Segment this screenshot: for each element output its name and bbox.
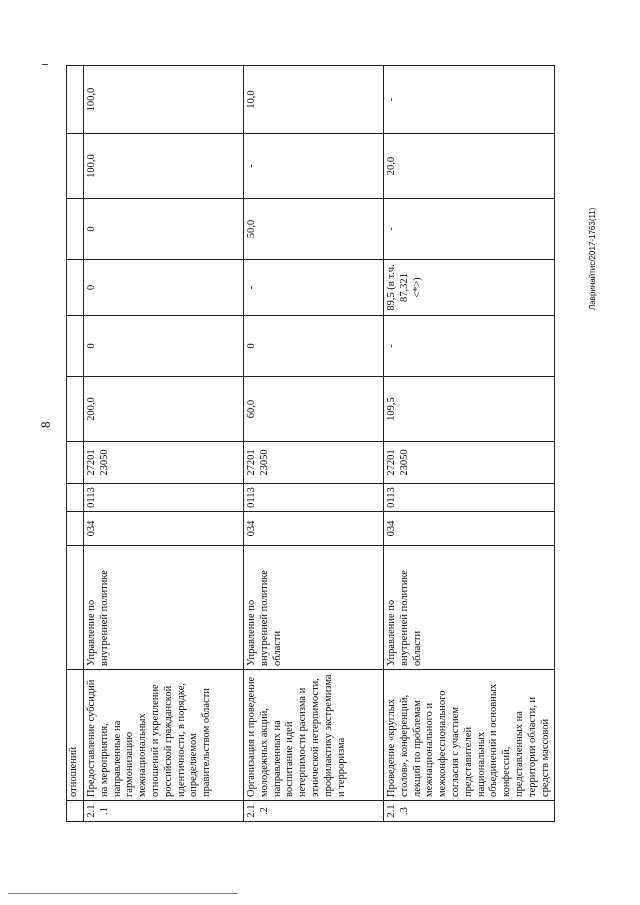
page-number: 8: [38, 421, 53, 428]
table-cell: [67, 316, 84, 377]
grbs-code: 034: [244, 512, 384, 546]
row-number: 2.1.3: [384, 801, 555, 822]
value-cell: 100,0: [84, 134, 244, 199]
value-cell: 100,0: [84, 66, 244, 134]
rzpr-code: 0113: [84, 484, 244, 512]
executor-cell: Управление по внутренней политике области: [384, 546, 555, 670]
csr-code: 27201 23050: [384, 442, 555, 484]
executor-cell: Управление по внутренней политике области: [244, 546, 384, 670]
executor-cell: Управление по внутренней политике: [84, 546, 244, 670]
row-number: 2.1.2: [244, 801, 384, 822]
document-id: Лавринайтис/2017-1763(11): [588, 207, 597, 310]
activity-name: Предоставление субсидий на мероприятия, направленные на гармонизацию межнациональных отношений и укрепление российской гражданской идентичности, в порядке, определяемом правительством области: [84, 670, 244, 801]
table-cell: [67, 66, 84, 134]
table-cell: [67, 546, 84, 670]
value-cell: 109,5: [384, 377, 555, 442]
value-cell: -: [384, 316, 555, 377]
table-cell: [67, 512, 84, 546]
table-row: [84, 66, 244, 822]
value-cell: 20,0: [384, 134, 555, 199]
value-cell: 0: [84, 199, 244, 260]
value-cell: 0: [244, 316, 384, 377]
value-cell: 10,0: [244, 66, 384, 134]
table-cell: [67, 442, 84, 484]
value-cell: -: [244, 260, 384, 316]
value-cell: -: [244, 134, 384, 199]
table-cell: отношений: [67, 670, 84, 801]
value-cell: 0: [84, 260, 244, 316]
table-row: [67, 66, 84, 822]
csr-code: 27201 23050: [84, 442, 244, 484]
table-cell: [67, 134, 84, 199]
table-row: [384, 66, 555, 822]
csr-code: 27201 23050: [244, 442, 384, 484]
value-cell: -: [384, 199, 555, 260]
program-activities-table: [66, 65, 555, 822]
table-cell: [67, 801, 84, 822]
value-cell: 50,0: [244, 199, 384, 260]
rotated-table-container: [66, 66, 550, 822]
grbs-code: 034: [84, 512, 244, 546]
row-number: 2.1.1: [84, 801, 244, 822]
rzpr-code: 0113: [244, 484, 384, 512]
grbs-code: 034: [384, 512, 555, 546]
table-cell: [67, 199, 84, 260]
table-cell: [67, 260, 84, 316]
table-row: [244, 66, 384, 822]
value-cell: -: [384, 66, 555, 134]
value-cell: 200,0: [84, 377, 244, 442]
value-cell: 60,0: [244, 377, 384, 442]
activity-name: Проведение «круглых столов», конференций, лекций по проблемам межнационального и межконфессионального согласия с участием представителей национальных объединений и основных конфессий, представленных на территории области, и средств массовой: [384, 670, 555, 801]
scan-mark: [42, 64, 48, 65]
value-cell: 0: [84, 316, 244, 377]
footer-rule: [8, 893, 238, 894]
table-cell: [67, 484, 84, 512]
value-cell: 89,5 (в т.ч. 87,321 <*>): [384, 260, 555, 316]
rzpr-code: 0113: [384, 484, 555, 512]
activity-name: Организация и проведение молодежных акций, направленных на воспитание идей нетерпимости расизма и этнической нетерпимости, профилактику экстремизма и терроризма: [244, 670, 384, 801]
table-cell: [67, 377, 84, 442]
